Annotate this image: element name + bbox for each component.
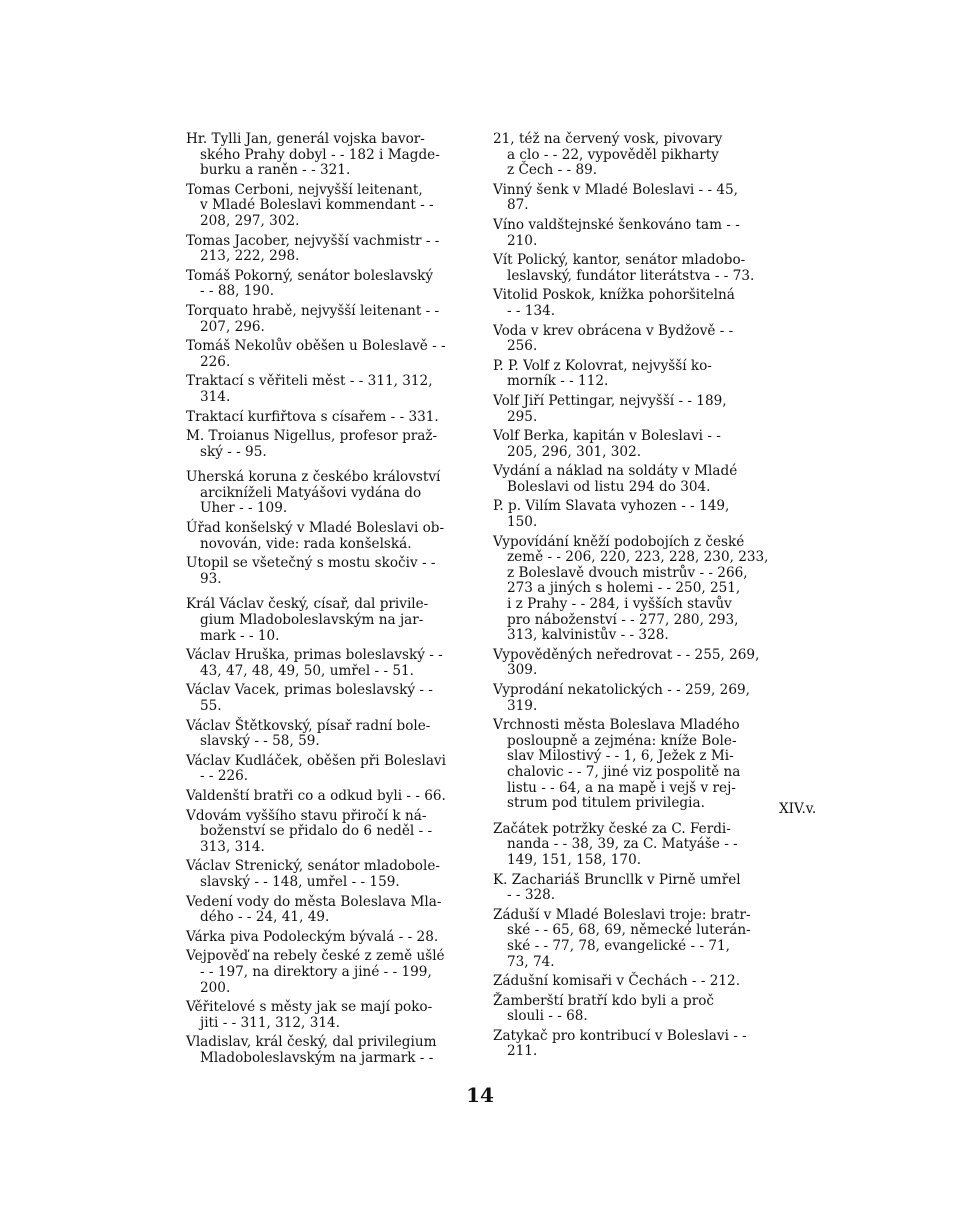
index-entry: Úřad konšelský v Mladé Boleslavi ob- novován, vide: rada konšelská. [186,520,445,552]
index-entry: Začátek potržky české za C. Ferdi- nanda - - 38, 39, za C. Matyáše - - 149, 151, 158, 170. [493,820,738,868]
index-entry: Traktací s věřiteli měst - - 311, 312, 314. [186,373,433,405]
right-index-column [493,132,781,1064]
index-entry: P. p. Vilím Slavata vyhozen - - 149, 150. [493,498,730,531]
margin-note: XIV.v. [779,801,817,817]
index-entry: Valdenští bratři co a odkud byli - - 66. [186,787,446,804]
index-entry: Václav Vacek, primas boleslavský - - 55. [186,682,433,714]
index-entry: M. Troianus Nigellus, profesor praž- ský - - 95. [186,428,438,460]
index-entry: Volf Jiří Pettingar, nejvyšší - - 189, 295. [493,392,727,425]
left-index-column [186,132,468,1070]
index-entry: Zatykač pro kontribucí v Boleslavi - - 211. [493,1027,747,1060]
index-entry: Vydání a náklad na soldáty v Mladé Boleslavi od listu 294 do 304. [493,463,738,495]
index-entry: Vyprodání nekatolických - - 259, 269, 319. [493,682,750,714]
index-entry: Tomas Jacober, nejvyšší vachmistr - - 213, 222, 298. [186,232,440,265]
index-entry: Zádušní komisaři v Čechách - - 212. [493,973,741,990]
index-entry: Vinný šenk v Mladé Boleslavi - - 45, 87. [493,181,738,214]
index-entry: Vitolid Poskok, knížka pohoršitelná - - 134. [493,287,735,319]
index-entry: Torquato hrabě, nejvyšší leitenant - - 207, 296. [186,302,440,335]
index-entry: 21, též na červený vosk, pivovary a clo - - 22, vypověděl pikharty z Čech - - 89. [493,131,723,179]
index-entry: Král Václav český, císař, dal privile- gium Mladoboleslavským na jar- mark - - 10. [186,596,429,644]
index-entry: Václav Kudláček, oběšen při Boleslavi - - 226. [186,752,446,785]
index-entry: Várka piva Podoleckým bývalá - - 28. [186,928,439,945]
index-entry: Václav Hruška, primas boleslavský - - 43, 47, 48, 49, 50, umřel - - 51. [186,647,443,679]
index-entry: Záduší v Mladé Boleslavi troje: bratr- ské - - 65, 68, 69, německé luterán- ské - - 77, 78, evangelické - - 71, 73, 74. [493,906,751,970]
index-entry: Tomáš Nekolův oběšen u Boleslavě - - 226. [186,338,446,370]
index-entry: Traktací kurfiřtova s císařem - - 331. [186,408,439,425]
index-entry: Voda v krev obrácena v Bydžově - - 256. [493,322,734,355]
index-entry: Utopil se všetečný s mostu skočiv - - 93. [186,555,436,587]
index-entry: Vedení vody do města Boleslava Mla- dého - - 24, 41, 49. [186,893,442,926]
index-entry: P. P. Volf z Kolovrat, nejvyšší ko- morník - - 112. [493,357,712,390]
index-entry: Vypovídání kněží podobojích z české země - - 206, 220, 223, 228, 230, 233, z Boleslavě dvouch mistrův - - 266, 273 a jiných s holemi - - 250, 251, i z Prahy - - 284, i vyšších stavův pro náboženství - - 277, 280, 293, 313, kalvinistův - - 328. [493,533,769,644]
index-entry: Věřitelové s městy jak se mají poko- jiti - - 311, 312, 314. [186,999,433,1031]
index-entry: Hr. Tylli Jan, generál vojska bavor- ského Prahy dobyl - - 182 i Magde- burku a raněn - - 321. [186,131,440,179]
index-entry: Vejpověď na rebely české z země ušlé - - 197, na direktory a jiné - - 199, 200. [186,948,445,996]
index-entry: Vypověděných neředrovat - - 255, 269, 309. [493,646,760,679]
index-entry: Vladislav, král český, dal privilegium Mladoboleslavským na jarmark - - [186,1034,437,1066]
page-number: 14 [466,1083,494,1107]
index-entry: Uherská koruna z českébo království arcikníželi Matyášovi vydána do Uher - - 109. [186,469,441,517]
index-entry: Václav Strenický, senátor mladobole- slavský - - 148, umřel - - 159. [186,858,440,890]
index-entry: Žamberští bratří kdo byli a proč slouli - - 68. [493,992,714,1025]
index-entry: Václav Štětkovský, písař radní bole- slavský - - 58, 59. [186,717,431,750]
index-entry: Vrchnosti města Boleslava Mladého posloupně a zejména: kníže Bole- slav Milostivý - - 1, 6, Ježek z Mi- chalovic - - 7, jiné viz pospolitě na listu - - 64, a na mapě i vejš v rej- strum pod titulem privilegia. [493,717,741,812]
index-entry: Tomáš Pokorný, senátor boleslavský - - 88, 190. [186,267,434,300]
index-entry: Volf Berka, kapitán v Boleslavi - - 205, 296, 301, 302. [493,428,721,460]
index-entry: Vdovám vyššího stavu přiročí k ná- boženství se přidalo do 6 neděl - - 313, 314. [186,807,433,855]
index-entry: Vít Polický, kantor, senátor mladobo- leslavský, fundátor literátstva - - 73. [493,252,755,284]
index-entry: K. Zachariáš Bruncllk v Pirně umřel - - 328. [493,871,741,904]
index-entry: Víno valdštejnské šenkováno tam - - 210. [493,216,740,249]
index-entry: Tomas Cerboni, nejvyšší leitenant, v Mladé Boleslavi kommendant - - 208, 297, 302. [186,181,434,229]
